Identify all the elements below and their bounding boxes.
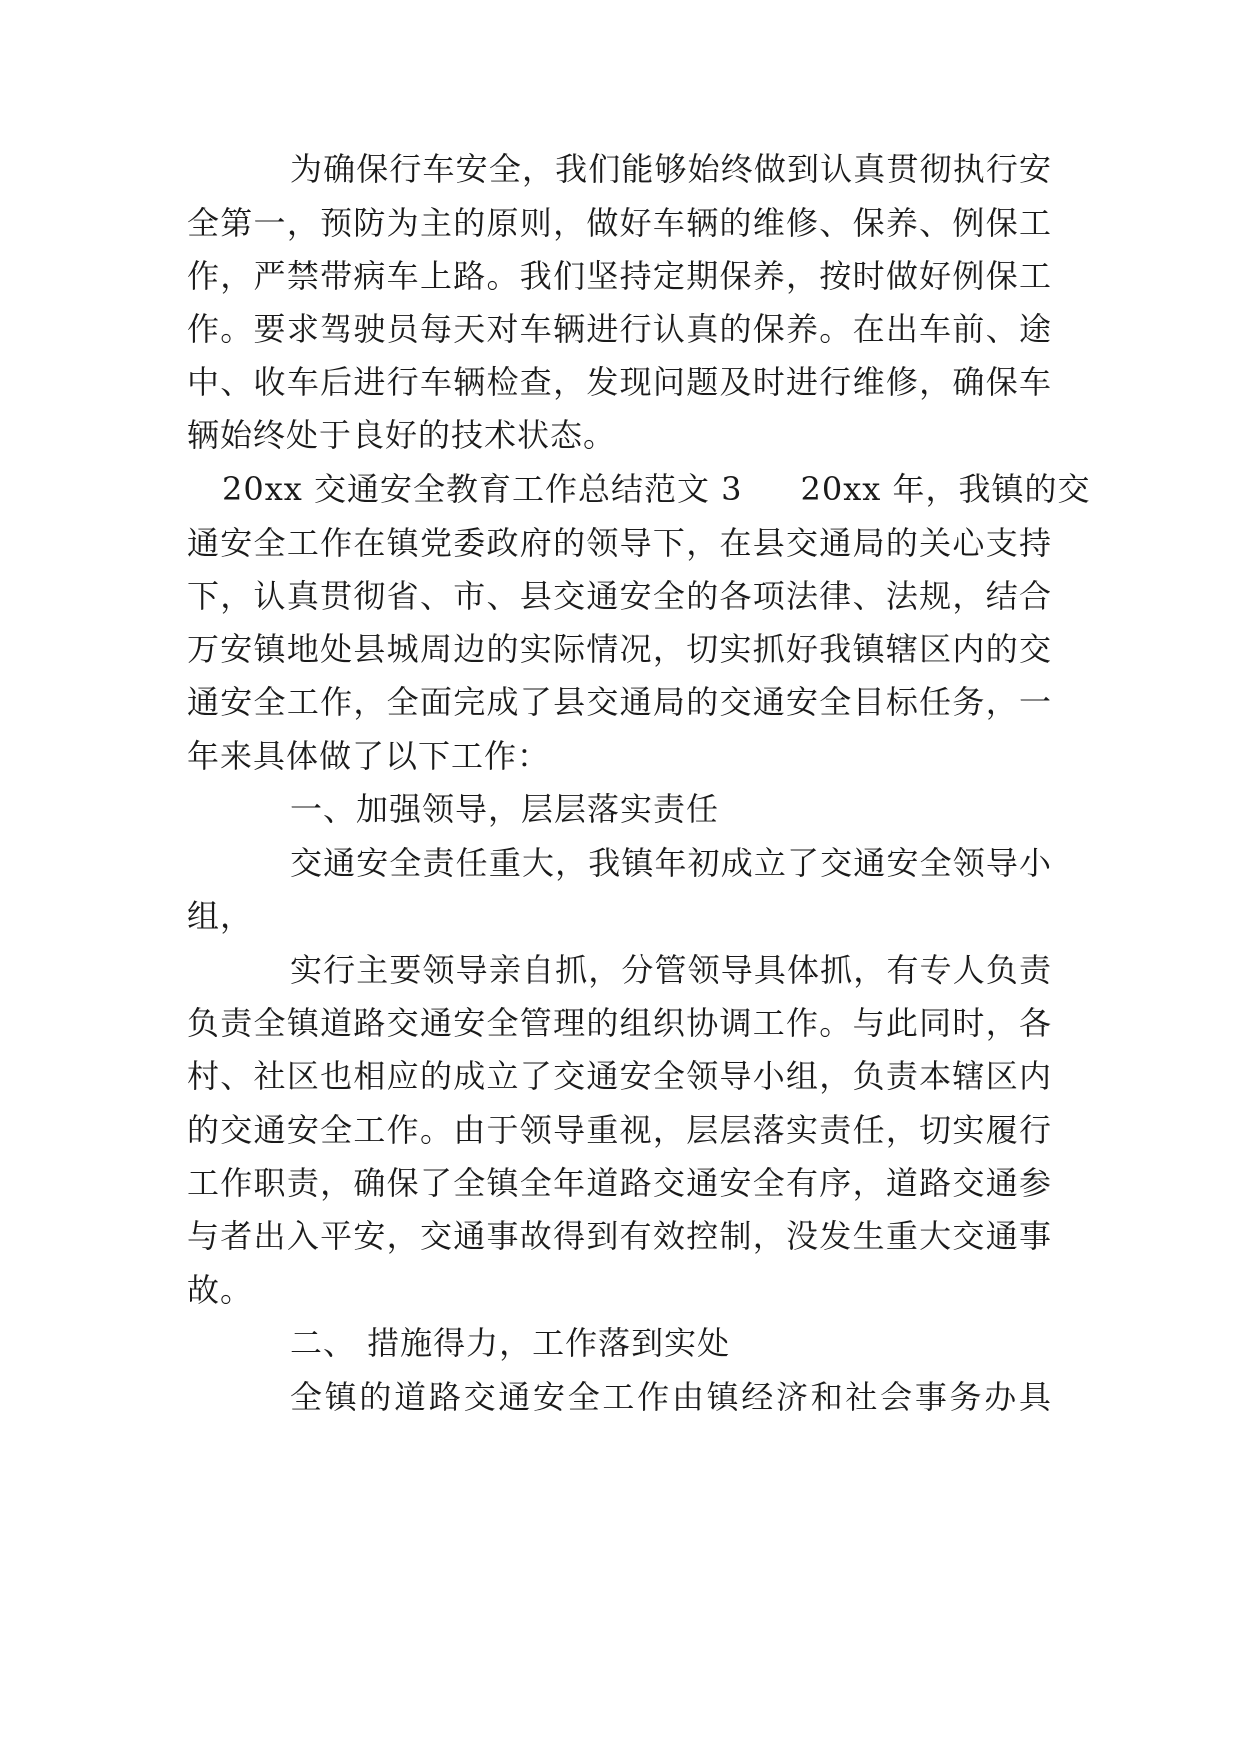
- text-line: 万安镇地处县城周边的实际情况，切实抓好我镇辖区内的交: [187, 630, 1052, 668]
- text-line: 负责全镇道路交通安全管理的组织协调工作。与此同时，各: [187, 1004, 1052, 1042]
- text-line: 交通安全责任重大，我镇年初成立了交通安全领导小: [290, 844, 1052, 882]
- text-line: 通安全工作在镇党委政府的领导下，在县交通局的关心支持: [187, 524, 1052, 562]
- text-line: 工作职责，确保了全镇全年道路交通安全有序，道路交通参: [187, 1164, 1052, 1202]
- section-heading-line: [222, 460, 1091, 518]
- paragraph-start: 20xx 年，我镇的交: [800, 470, 1091, 508]
- text-line: 的交通安全工作。由于领导重视，层层落实责任，切实履行: [187, 1111, 1052, 1149]
- text-line: 组，: [187, 897, 254, 935]
- text-line: 村、社区也相应的成立了交通安全领导小组，负责本辖区内: [187, 1057, 1052, 1095]
- text-line: 为确保行车安全，我们能够始终做到认真贯彻执行安: [290, 150, 1052, 188]
- text-line: 下，认真贯彻省、市、县交通安全的各项法律、法规，结合: [187, 577, 1052, 615]
- text-line: 作，严禁带病车上路。我们坚持定期保养，按时做好例保工: [187, 257, 1052, 295]
- document-subtitle: 20xx 交通安全教育工作总结范文 3: [222, 470, 743, 508]
- text-line: 辆始终处于良好的技术状态。: [187, 416, 617, 454]
- section-heading: 一、加强领导，层层落实责任: [290, 790, 720, 828]
- text-line: 实行主要领导亲自抓，分管领导具体抓，有专人负责: [290, 951, 1052, 989]
- text-line: 通安全工作，全面完成了县交通局的交通安全目标任务，一: [187, 683, 1052, 721]
- text-line: 年来具体做了以下工作：: [187, 737, 551, 775]
- text-line: 作。要求驾驶员每天对车辆进行认真的保养。在出车前、途: [187, 310, 1052, 348]
- section-heading: 二、 措施得力，工作落到实处: [290, 1324, 731, 1362]
- text-line: 与者出入平安，交通事故得到有效控制，没发生重大交通事: [187, 1217, 1052, 1255]
- text-line: 中、收车后进行车辆检查，发现问题及时进行维修，确保车: [187, 363, 1052, 401]
- text-line: 全镇的道路交通安全工作由镇经济和社会事务办具: [290, 1378, 1052, 1416]
- text-line: 故。: [187, 1271, 254, 1309]
- text-line: 全第一，预防为主的原则，做好车辆的维修、保养、例保工: [187, 204, 1052, 242]
